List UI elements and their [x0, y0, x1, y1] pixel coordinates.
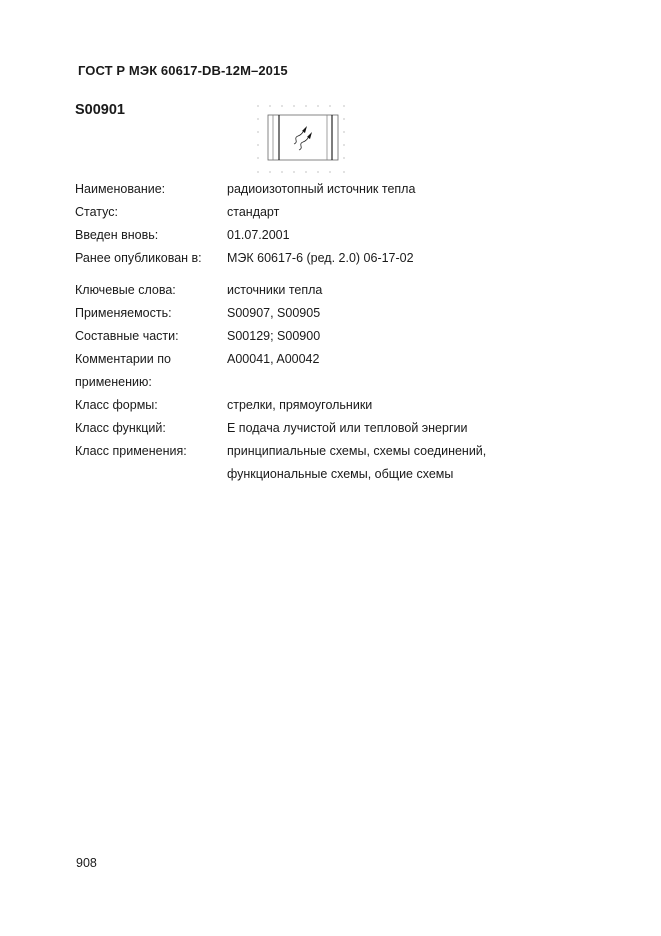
property-row-application-class-cont [75, 463, 517, 486]
property-row-previously-published [75, 247, 517, 270]
property-value: E подача лучистой или тепловой энергии [227, 421, 468, 435]
property-value: МЭК 60617-6 (ред. 2.0) 06-17-02 [227, 251, 414, 265]
property-label: Ключевые слова: [75, 283, 176, 297]
symbol-properties [75, 178, 517, 486]
page-number: 908 [76, 856, 97, 870]
property-value: принципиальные схемы, схемы соединений, [227, 444, 487, 458]
property-value [227, 371, 517, 394]
property-value: стрелки, прямоугольники [227, 398, 373, 412]
property-label: Введен вновь: [75, 228, 159, 242]
property-value: S00907, S00905 [227, 306, 321, 320]
property-label: Класс применения: [75, 444, 187, 458]
property-value: радиоизотопный источник тепла [227, 182, 416, 196]
property-label: Составные части: [75, 329, 179, 343]
property-value: S00129; S00900 [227, 329, 321, 343]
property-label: Наименование: [75, 182, 166, 196]
property-row-shape-class [75, 394, 517, 417]
section-gap [75, 270, 517, 279]
property-row-keywords [75, 279, 517, 302]
property-label [75, 463, 227, 486]
property-row-name [75, 178, 517, 201]
property-value: 01.07.2001 [227, 228, 290, 242]
radioisotope-heat-source-symbol-icon [256, 104, 348, 174]
document-header: ГОСТ Р МЭК 60617-DB-12M–2015 [78, 63, 288, 78]
property-row-introduced [75, 224, 517, 247]
property-label: применению: [75, 375, 152, 389]
property-label: Применяемость: [75, 306, 172, 320]
property-row-components [75, 325, 517, 348]
property-value: стандарт [227, 205, 280, 219]
property-label: Статус: [75, 205, 118, 219]
property-row-applicability [75, 302, 517, 325]
property-value: A00041, A00042 [227, 352, 320, 366]
property-label: Класс функций: [75, 421, 166, 435]
symbol-code: S00901 [75, 102, 125, 118]
property-value: источники тепла [227, 283, 323, 297]
property-row-application-class [75, 440, 517, 463]
property-row-status [75, 201, 517, 224]
property-value: функциональные схемы, общие схемы [227, 467, 454, 481]
property-label: Класс формы: [75, 398, 158, 412]
property-row-application-notes-cont [75, 371, 517, 394]
property-label: Ранее опубликован в: [75, 251, 202, 265]
property-label: Комментарии по [75, 352, 171, 366]
property-row-application-notes [75, 348, 517, 371]
property-row-function-class [75, 417, 517, 440]
symbol-figure [256, 104, 348, 174]
